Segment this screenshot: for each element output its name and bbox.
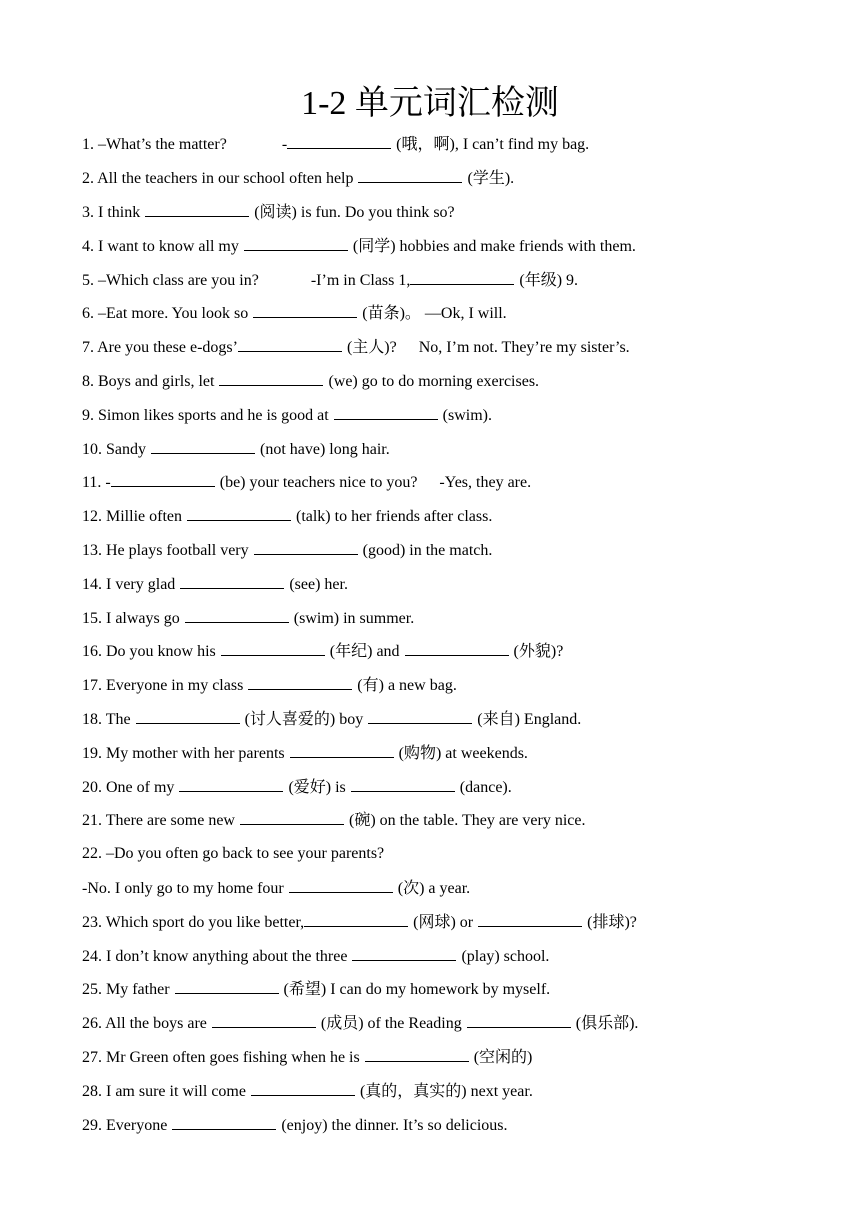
question-10: 10. Sandy (not have) long hair. xyxy=(82,441,390,458)
question-14: 14. I very glad (see) her. xyxy=(82,576,348,593)
question-12: 12. Millie often (talk) to her friends after class. xyxy=(82,508,493,525)
answer-blank[interactable] xyxy=(351,777,455,792)
answer-blank[interactable] xyxy=(221,641,325,656)
answer-blank[interactable] xyxy=(172,1115,276,1130)
question-21: 21. There are some new (碗) on the table. They are very nice. xyxy=(82,812,586,829)
answer-blank[interactable] xyxy=(180,574,284,589)
answer-blank[interactable] xyxy=(185,608,289,623)
page-title: 1-2 单元词汇检测 xyxy=(301,85,559,122)
question-2: 2. All the teachers in our school often help (学生). xyxy=(82,170,515,187)
answer-blank[interactable] xyxy=(289,878,393,893)
question-22-answer-line: -No. I only go to my home four (次) a year. xyxy=(82,880,471,897)
question-20: 20. One of my (爱好) is (dance). xyxy=(82,779,512,796)
answer-blank[interactable] xyxy=(334,405,438,420)
answer-blank[interactable] xyxy=(467,1013,571,1028)
question-4: 4. I want to know all my (同学) hobbies and make friends with them. xyxy=(82,238,636,255)
question-3: 3. I think (阅读) is fun. Do you think so? xyxy=(82,204,455,221)
question-11: 11. - (be) your teachers nice to you? -Yes, they are. xyxy=(82,474,532,491)
answer-blank[interactable] xyxy=(405,641,509,656)
answer-blank[interactable] xyxy=(290,743,394,758)
question-1: 1. –What’s the matter? - (哦，啊), I can’t find my bag. xyxy=(82,136,590,153)
question-13: 13. He plays football very (good) in the match. xyxy=(82,542,493,559)
question-5: 5. –Which class are you in? -I’m in Class 1, (年级) 9. xyxy=(82,272,579,289)
answer-blank[interactable] xyxy=(136,709,240,724)
answer-blank[interactable] xyxy=(179,777,283,792)
answer-blank[interactable] xyxy=(304,912,408,927)
answer-blank[interactable] xyxy=(151,439,255,454)
answer-blank[interactable] xyxy=(253,303,357,318)
question-22: 22. –Do you often go back to see your parents? xyxy=(82,845,385,862)
question-7: 7. Are you these e-dogs’ (主人)? No, I’m not. They’re my sister’s. xyxy=(82,339,630,356)
question-23: 23. Which sport do you like better, (网球) or (排球)? xyxy=(82,914,637,931)
answer-blank[interactable] xyxy=(219,371,323,386)
question-26: 26. All the boys are (成员) of the Reading (俱乐部). xyxy=(82,1015,639,1032)
answer-blank[interactable] xyxy=(212,1013,316,1028)
answer-blank[interactable] xyxy=(287,134,391,149)
question-15: 15. I always go (swim) in summer. xyxy=(82,610,415,627)
question-18: 18. The (讨人喜爱的) boy (来自) England. xyxy=(82,711,582,728)
answer-blank[interactable] xyxy=(251,1081,355,1096)
question-29: 29. Everyone (enjoy) the dinner. It’s so delicious. xyxy=(82,1117,508,1134)
answer-blank[interactable] xyxy=(254,540,358,555)
answer-blank[interactable] xyxy=(410,270,514,285)
question-6: 6. –Eat more. You look so (苗条)。 —Ok, I will. xyxy=(82,305,507,322)
question-25: 25. My father (希望) I can do my homework by myself. xyxy=(82,981,551,998)
answer-blank[interactable] xyxy=(238,337,342,352)
answer-blank[interactable] xyxy=(111,472,215,487)
answer-blank[interactable] xyxy=(175,979,279,994)
question-9: 9. Simon likes sports and he is good at (swim). xyxy=(82,407,492,424)
answer-blank[interactable] xyxy=(478,912,582,927)
question-19: 19. My mother with her parents (购物) at weekends. xyxy=(82,745,528,762)
question-8: 8. Boys and girls, let (we) go to do morning exercises. xyxy=(82,373,540,390)
answer-blank[interactable] xyxy=(187,506,291,521)
answer-blank[interactable] xyxy=(365,1047,469,1062)
question-16: 16. Do you know his (年纪) and (外貌)? xyxy=(82,643,564,660)
question-28: 28. I am sure it will come (真的，真实的) next year. xyxy=(82,1083,533,1100)
answer-blank[interactable] xyxy=(240,810,344,825)
question-17: 17. Everyone in my class (有) a new bag. xyxy=(82,677,457,694)
answer-blank[interactable] xyxy=(244,236,348,251)
answer-blank[interactable] xyxy=(248,675,352,690)
answer-blank[interactable] xyxy=(145,202,249,217)
answer-blank[interactable] xyxy=(352,946,456,961)
question-27: 27. Mr Green often goes fishing when he is (空闲的) xyxy=(82,1049,533,1066)
answer-blank[interactable] xyxy=(358,168,462,183)
answer-blank[interactable] xyxy=(368,709,472,724)
question-24: 24. I don’t know anything about the three (play) school. xyxy=(82,948,550,965)
